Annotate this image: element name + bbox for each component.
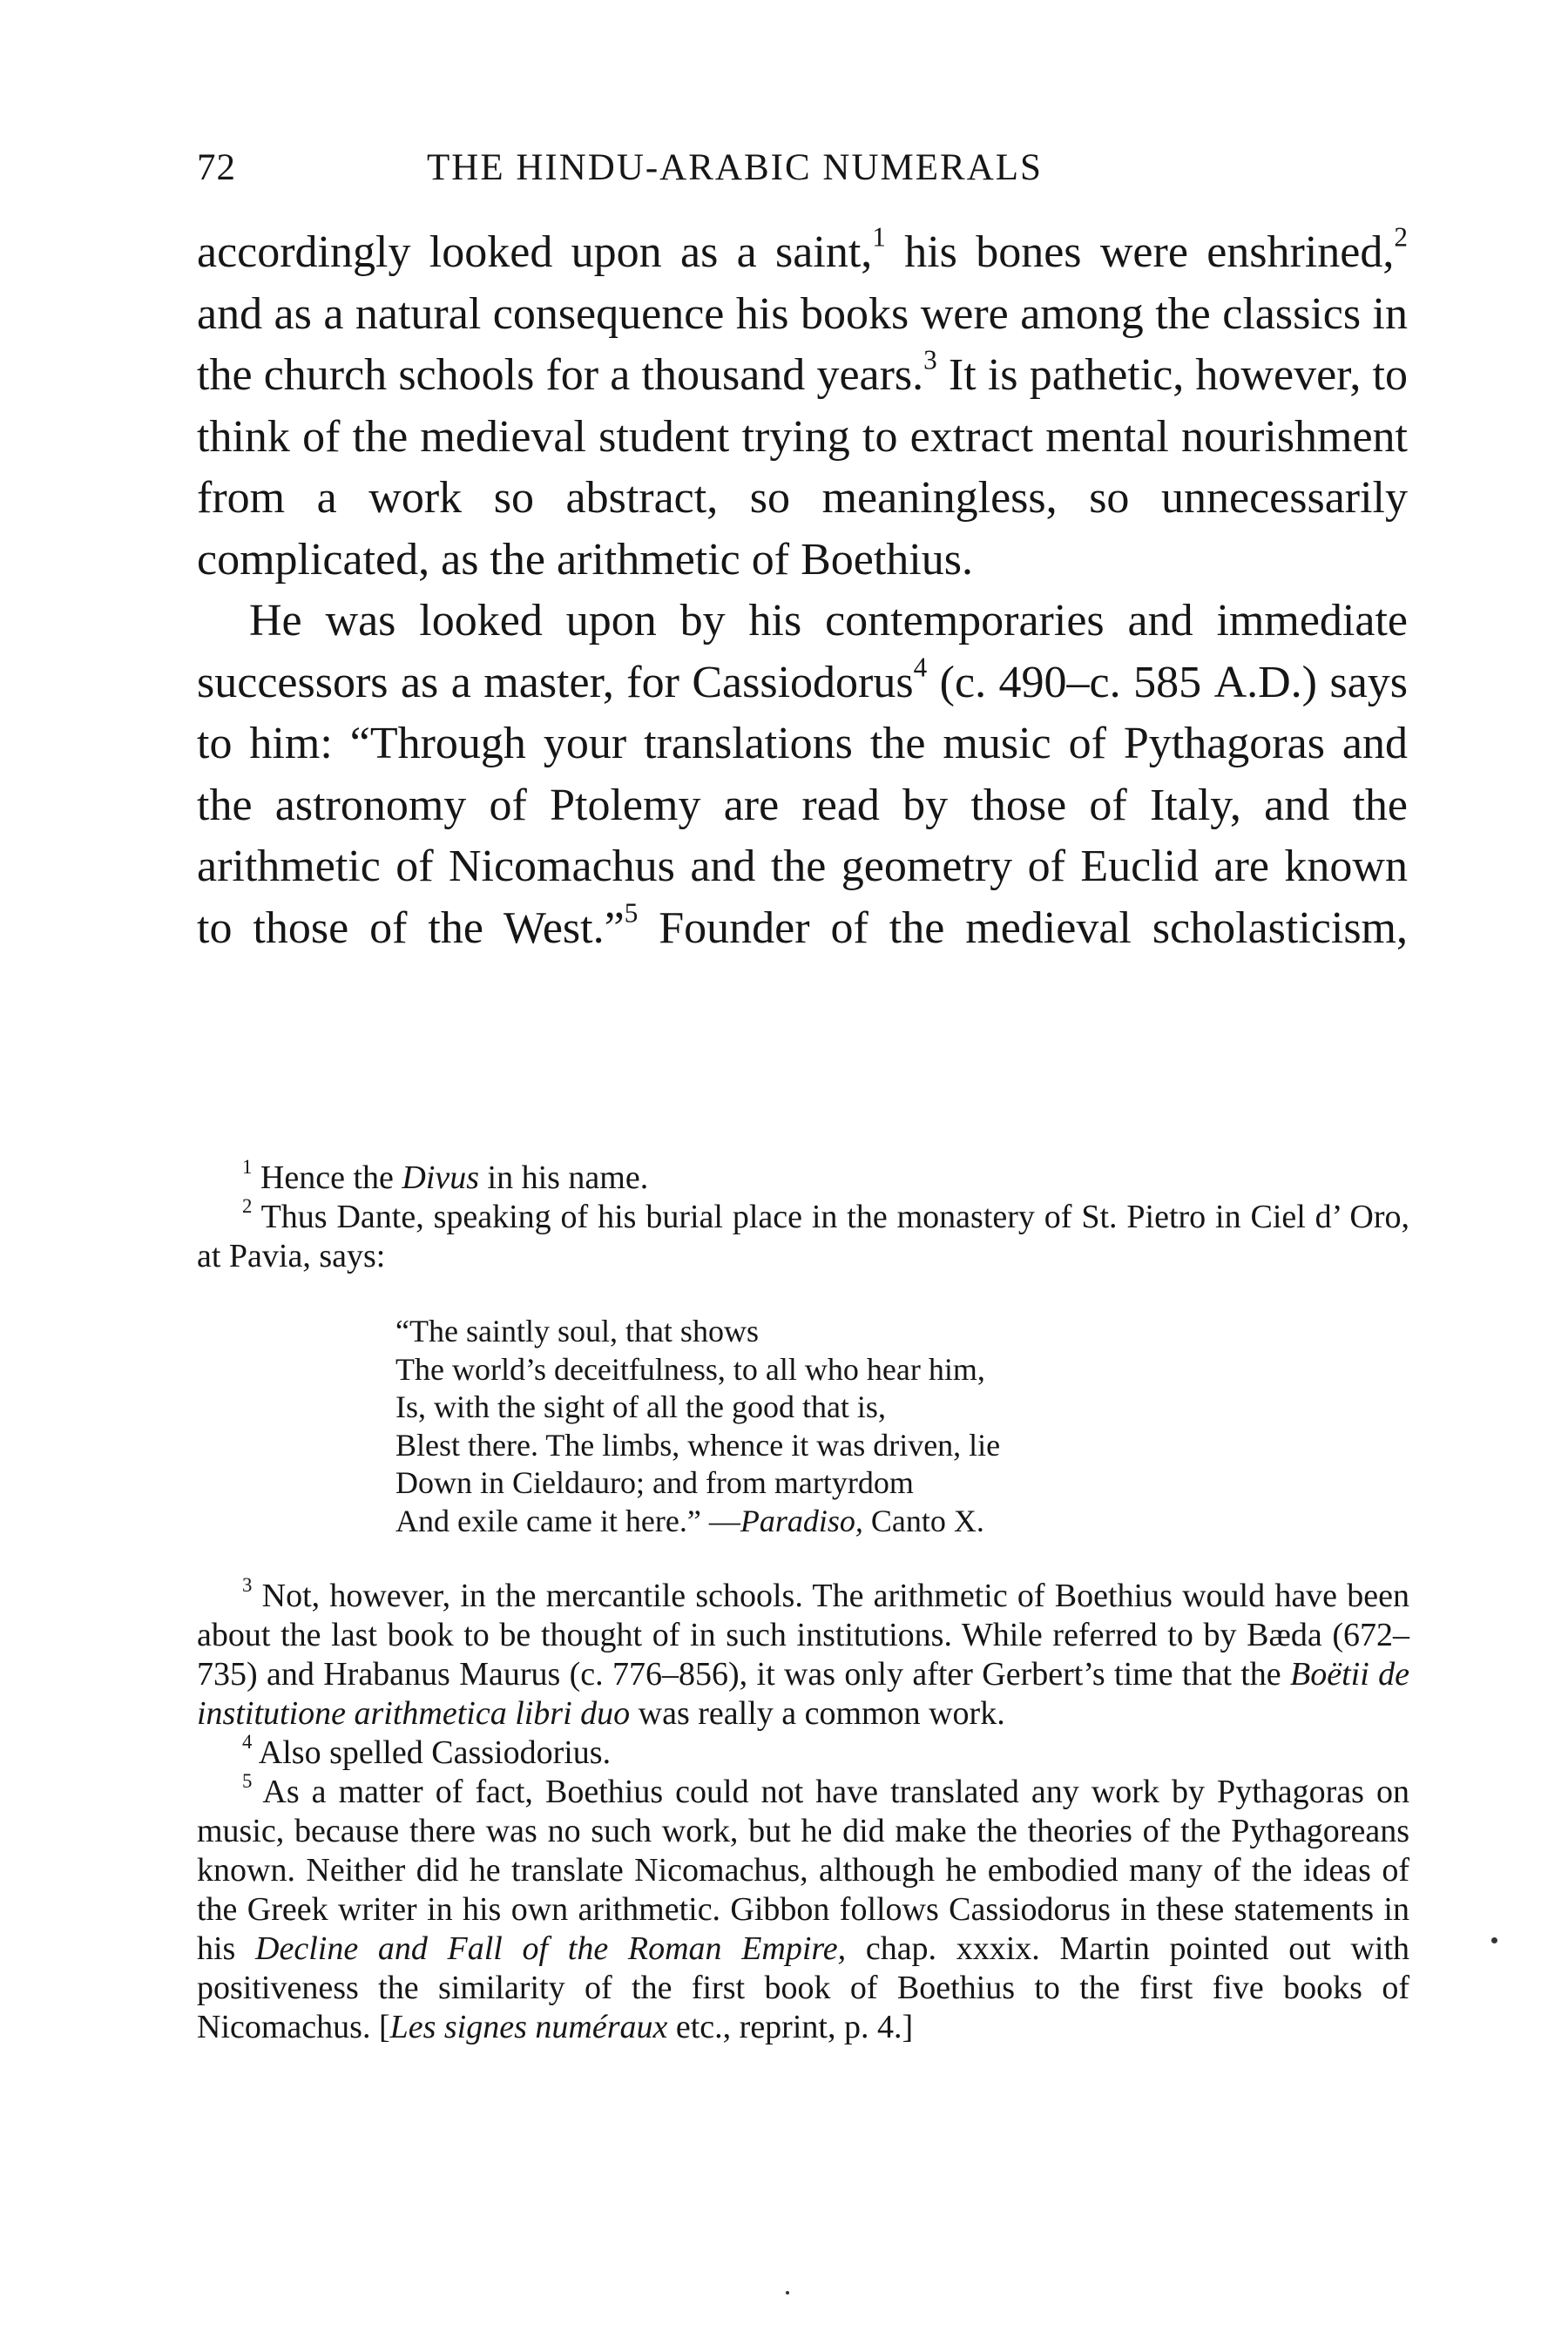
footnotes: [197, 1155, 1410, 2047]
footnote-ref-3[interactable]: 3: [923, 344, 937, 375]
print-speck: [1491, 1937, 1497, 1943]
poem-line: Blest there. The limbs, whence it was driven, lie: [395, 1427, 1001, 1463]
poem-line: Down in Cieldauro; and from martyrdom: [395, 1465, 914, 1500]
footnote-3: $^3$ Not, however, in the mercantile schools. The arithmetic of Boethius would have been about the last book to be thought of in such institutions. While referred to by Bæda (672–735) and Hrabanus Maurus (c. 776–856), it was only after Gerbert’s time that the Boëtii de institutione arithmetica libri duo was really a common work.: [197, 1573, 1409, 1732]
poem-quotation: [395, 1313, 1409, 1540]
poem-line: The world’s deceitfulness, to all who hear him,: [395, 1351, 985, 1387]
footnote-ref-5[interactable]: 5: [624, 897, 639, 929]
paragraph-1: accordingly looked upon as a saint,$^1$ his bones were enshrined,$^2$ and as a natural consequence his books were among the classics in the church schools for a thousand years.$^3$ It is pathetic, however, to think of the medieval student trying to extract mental nourishment from a work so abstract, so meaningless, so unnecessarily complicated, as the arithmetic of Boethius.: [197, 221, 1408, 585]
running-title: THE HINDU-ARABIC NUMERALS: [427, 147, 1043, 188]
print-speck: [786, 2291, 789, 2295]
footnote-1: $^1$ Hence the Divus in his name.: [242, 1155, 649, 1196]
main-text: [197, 222, 1408, 959]
page-number: 72: [197, 147, 236, 188]
footnote-ref-4[interactable]: 4: [913, 652, 928, 683]
era-abbreviation: A.D.: [1213, 657, 1302, 707]
footnote-2: $^2$ Thus Dante, speaking of his burial place in the monastery of St. Pietro in Ciel d’ Oro, at Pavia, says:: [197, 1194, 1409, 1274]
footnote-5: $^5$ As a matter of fact, Boethius could not have translated any work by Pythagoras on music, because there was no such work, but he did make the theories of the Pythagoreans known. Neither did he translate Nicomachus, although he embodied many of the ideas of the Greek writer in his own arithmetic. Gibbon follows Cassiodorus in these statements in his Decline and Fall of the Roman Empire, chap. xxxix. Martin pointed out with positiveness the similarity of the first book of Boethius to the first five books of Nicomachus. [Les signes numéraux etc., reprint, p. 4.]: [197, 1769, 1410, 2045]
footnote-ref-2[interactable]: 2: [1394, 221, 1408, 253]
footnote-ref-1[interactable]: 1: [872, 221, 886, 253]
poem-line: Is, with the sight of all the good that is,: [395, 1389, 886, 1424]
poem-line: “The saintly soul, that shows: [395, 1314, 759, 1348]
footnote-4: $^4$ Also spelled Cassiodorius.: [242, 1730, 612, 1771]
poem-line: And exile came it here.” —Paradiso, Canto X.: [395, 1503, 984, 1538]
paragraph-2: He was looked upon by his contemporaries and immediate successors as a master, for Cassiodorus$^4$ (c. 490–c. 585 A.D.) says to him: “Through your translations the music of Pythagoras and the astronomy of Ptolemy are read by those of Italy, and the arithmetic of Nicomachus and the geometry of Euclid are known to those of the West.”$^5$ Founder of the medieval scholasticism,: [197, 596, 1409, 953]
